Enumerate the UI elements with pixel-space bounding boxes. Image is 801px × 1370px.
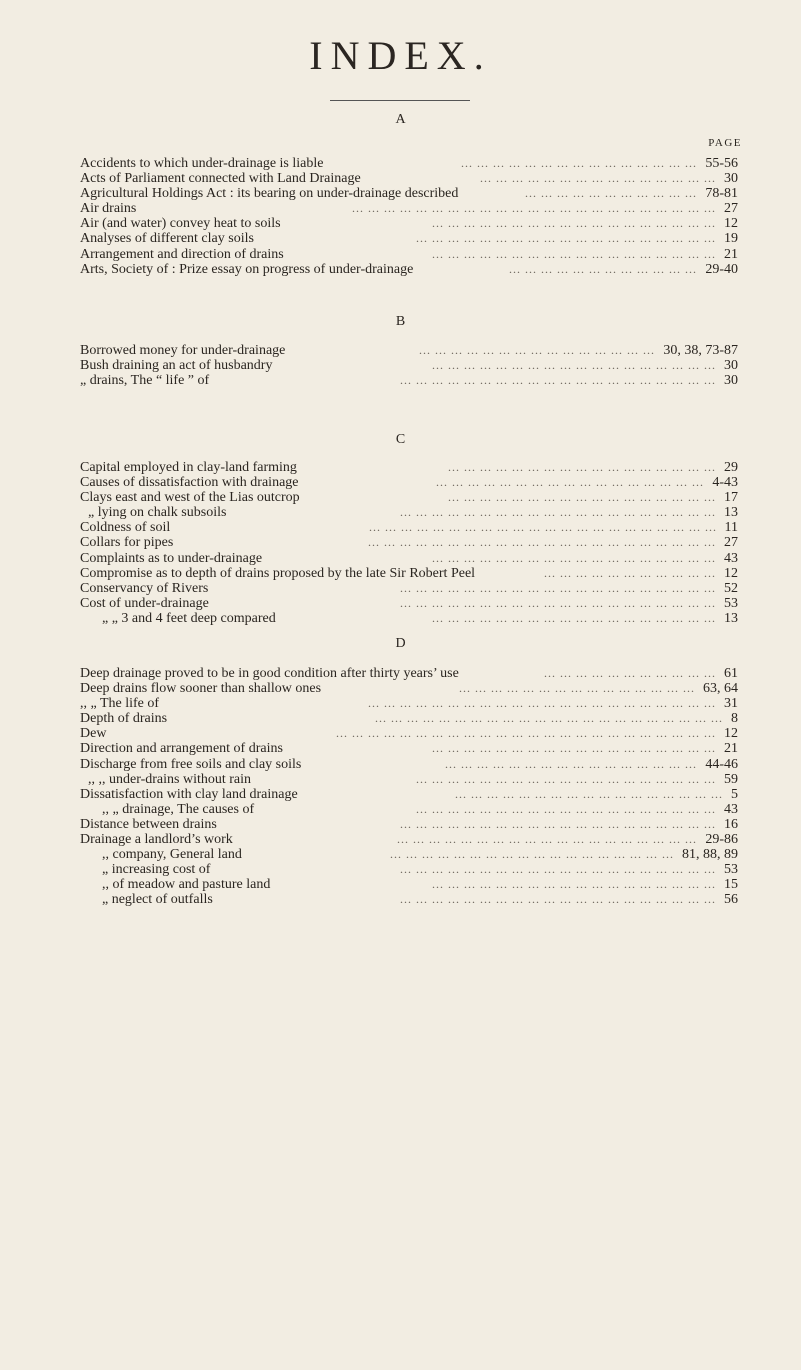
index-entry — [80, 551, 738, 566]
entry-page: 53 — [724, 595, 738, 611]
entry-page: 81, 88, 89 — [682, 847, 738, 863]
index-entry — [80, 505, 738, 520]
index-entry — [80, 231, 738, 246]
dot-leader: ... ... ... ... ... ... ... ... ... ... ... ... ... ... ... ... ... ... ... — [416, 801, 716, 816]
entry-text: Accidents to which under-drainage is liable — [80, 156, 324, 171]
entry-text: Conservancy of Rivers — [80, 580, 209, 596]
index-entry — [80, 201, 738, 216]
dot-leader: ... ... ... ... ... ... ... ... ... ... ... ... ... ... ... ... ... ... ... ... — [400, 595, 716, 610]
entry-text: Compromise as to depth of drains proposed by the late Sir Robert Peel — [80, 565, 476, 581]
dot-leader: ... ... ... ... ... ... ... ... ... ... ... ... ... ... ... ... ... ... — [432, 550, 716, 565]
dot-leader: ... ... ... ... ... ... ... ... ... ... ... ... ... ... ... ... ... — [436, 475, 704, 490]
entry-page: 12 — [724, 726, 738, 742]
entry-text: Complaints as to under-drainage — [80, 550, 263, 566]
index-entry — [80, 373, 738, 388]
dot-leader: ... ... ... ... ... ... ... ... ... ... ... ... ... ... ... — [480, 171, 716, 186]
entry-page: 13 — [724, 505, 738, 521]
index-entry — [80, 490, 738, 505]
index-entry — [80, 460, 738, 475]
dot-leader: ... ... ... ... ... ... ... ... ... ... ... ... ... ... ... ... ... — [448, 460, 716, 474]
dot-leader: ... ... ... ... ... ... ... ... ... ... ... ... ... ... ... ... ... ... — [432, 741, 716, 756]
entry-page: 30 — [724, 171, 738, 187]
dot-leader: ... ... ... ... ... ... ... ... ... ... ... ... ... ... ... ... ... ... — [390, 847, 674, 862]
entry-text: ,, „ The life of — [80, 696, 160, 712]
dot-leader: ... ... ... ... ... ... ... ... ... ... ... ... ... ... ... ... ... ... ... ... ... ... ... — [352, 201, 716, 216]
index-entry — [80, 726, 738, 741]
dot-leader: ... ... ... ... ... ... ... ... ... ... ... ... ... ... ... ... ... ... — [432, 877, 716, 892]
entry-page: 12 — [724, 216, 738, 232]
dot-leader: ... ... ... ... ... ... ... ... ... ... ... ... ... ... ... ... ... ... ... — [416, 231, 716, 246]
entry-text: Dew — [80, 726, 107, 742]
entry-page: 8 — [731, 711, 738, 727]
entry-page: 27 — [724, 535, 738, 551]
entry-page: 44-46 — [705, 756, 738, 772]
dot-leader: ... ... ... ... ... ... ... ... ... ... ... ... ... ... ... ... ... ... ... ... ... ... ... ... — [336, 726, 716, 741]
index-entry — [80, 343, 738, 358]
dot-leader: ... ... ... ... ... ... ... ... ... ... ... ... ... ... ... ... ... ... — [432, 216, 716, 231]
entry-page: 31 — [724, 696, 738, 712]
index-entry — [80, 832, 738, 847]
entry-text: Arts, Society of : Prize essay on progress of under-drainage — [80, 261, 414, 277]
entry-text: „ neglect of outfalls — [102, 892, 213, 908]
entry-text: Clays east and west of the Lias outcrop — [80, 490, 300, 506]
entry-page: 55-56 — [705, 156, 738, 171]
index-entry — [80, 566, 738, 581]
entry-text: Air (and water) convey heat to soils — [80, 216, 281, 232]
dot-leader: ... ... ... ... ... ... ... ... ... ... ... ... ... ... ... ... ... — [448, 490, 716, 505]
section-entries-d — [80, 666, 738, 908]
entry-page: 30 — [724, 373, 738, 389]
entry-text: Arrangement and direction of drains — [80, 246, 284, 262]
dot-leader: ... ... ... ... ... ... ... ... ... ... ... ... ... ... ... ... ... ... ... ... — [400, 580, 716, 595]
dot-leader: ... ... ... ... ... ... ... ... ... ... ... ... ... ... ... ... ... ... — [432, 246, 716, 261]
entry-text: Cost of under-drainage — [80, 595, 209, 611]
entry-page: 43 — [724, 550, 738, 566]
entry-page: 17 — [724, 490, 738, 506]
entry-page: 53 — [724, 862, 738, 878]
index-title: INDEX. — [309, 33, 492, 78]
entry-page: 29-86 — [705, 832, 738, 848]
entry-text: Distance between drains — [80, 816, 217, 832]
entry-text: Causes of dissatisfaction with drainage — [80, 475, 299, 491]
entry-text: Coldness of soil — [80, 520, 171, 536]
entry-text: Analyses of different clay soils — [80, 231, 254, 247]
dot-leader: ... ... ... ... ... ... ... ... ... ... ... ... ... ... ... ... ... — [455, 786, 723, 801]
dot-leader: ... ... ... ... ... ... ... ... ... ... ... ... — [509, 261, 697, 276]
entry-page: 63, 64 — [703, 681, 738, 697]
index-entry — [80, 681, 738, 696]
index-entry — [80, 596, 738, 611]
entry-page: 52 — [724, 580, 738, 596]
dot-leader: ... ... ... ... ... ... ... ... ... ... ... ... ... ... ... ... ... ... ... ... — [400, 862, 716, 877]
index-entry — [80, 892, 738, 907]
entry-page: 13 — [724, 610, 738, 626]
dot-leader: ... ... ... ... ... ... ... ... ... ... ... ... ... ... ... ... — [445, 756, 697, 771]
index-entry — [80, 186, 738, 201]
entry-page: 59 — [724, 771, 738, 787]
index-entry — [80, 262, 738, 277]
dot-leader: ... ... ... ... ... ... ... ... ... ... ... ... ... ... ... — [461, 156, 697, 170]
dot-leader: ... ... ... ... ... ... ... ... ... ... ... ... ... ... ... ... ... ... ... ... ... ... — [368, 696, 716, 711]
entry-text: ,, of meadow and pasture land — [102, 877, 271, 893]
entry-text: „ lying on chalk subsoils — [88, 505, 227, 521]
index-entry — [80, 787, 738, 802]
index-entry — [80, 216, 738, 231]
entry-page: 21 — [724, 741, 738, 757]
entry-text: „ „ 3 and 4 feet deep compared — [102, 610, 276, 626]
index-entry — [80, 171, 738, 186]
entry-text: ,, ,, under-drains without rain — [88, 771, 252, 787]
entry-page: 30, 38, 73-87 — [663, 343, 738, 358]
entry-page: 12 — [724, 565, 738, 581]
entry-text: Deep drains flow sooner than shallow ones — [80, 681, 322, 697]
section-letter-b: B — [395, 314, 406, 329]
entry-page: 56 — [724, 892, 738, 908]
index-entry — [80, 741, 738, 756]
index-entry — [80, 877, 738, 892]
dot-leader: ... ... ... ... ... ... ... ... ... ... ... ... ... ... ... — [419, 343, 655, 357]
page-column-header: PAGE — [708, 137, 742, 149]
section-letter-d: D — [395, 636, 406, 651]
index-entry — [80, 156, 738, 171]
entry-page: 4-43 — [712, 475, 738, 491]
entry-page: 29 — [724, 460, 738, 475]
entry-page: 30 — [724, 358, 738, 374]
title-rule — [330, 100, 470, 101]
entry-text: Air drains — [80, 201, 137, 217]
entry-page: 16 — [724, 816, 738, 832]
index-entry — [80, 535, 738, 550]
index-entry — [80, 611, 738, 626]
entry-text: ,, „ drainage, The causes of — [102, 801, 255, 817]
entry-text: Agricultural Holdings Act : its bearing on under-drainage described — [80, 186, 459, 202]
index-entry — [80, 666, 738, 681]
dot-leader: ... ... ... ... ... ... ... ... ... ... ... ... ... ... ... ... ... ... ... ... ... ... — [369, 520, 717, 535]
section-letter-c: C — [395, 432, 406, 447]
entry-page: 15 — [724, 877, 738, 893]
dot-leader: ... ... ... ... ... ... ... ... ... ... ... ... ... ... ... ... ... ... ... ... — [400, 816, 716, 831]
entry-page: 19 — [724, 231, 738, 247]
section-letter-a: A — [395, 112, 406, 127]
dot-leader: ... ... ... ... ... ... ... ... ... ... ... ... ... ... ... ... ... ... ... ... — [400, 892, 716, 907]
entry-text: „ increasing cost of — [102, 862, 211, 878]
section-entries-c — [80, 460, 738, 626]
entry-page: 5 — [731, 786, 738, 802]
entry-text: Borrowed money for under-drainage — [80, 343, 286, 358]
dot-leader: ... ... ... ... ... ... ... ... ... ... ... — [544, 666, 716, 680]
entry-text: Deep drainage proved to be in good condition after thirty years’ use — [80, 666, 459, 681]
index-entry — [80, 817, 738, 832]
dot-leader: ... ... ... ... ... ... ... ... ... ... ... ... ... ... ... — [459, 681, 695, 696]
entry-text: Discharge from free soils and clay soils — [80, 756, 302, 772]
dot-leader: ... ... ... ... ... ... ... ... ... ... ... ... ... ... ... ... ... ... ... — [397, 832, 697, 847]
index-entry — [80, 711, 738, 726]
index-entry — [80, 772, 738, 787]
entry-text: Collars for pipes — [80, 535, 174, 551]
entry-text: ,, company, General land — [102, 847, 242, 863]
dot-leader: ... ... ... ... ... ... ... ... ... ... ... ... ... ... ... ... ... ... ... ... — [400, 505, 716, 520]
index-entry — [80, 581, 738, 596]
index-entry — [80, 358, 738, 373]
index-entry — [80, 475, 738, 490]
section-entries-a — [80, 156, 738, 277]
entry-text: Capital employed in clay-land farming — [80, 460, 297, 475]
index-entry — [80, 696, 738, 711]
entry-text: Drainage a landlord’s work — [80, 832, 233, 848]
index-entry — [80, 757, 738, 772]
entry-text: Bush draining an act of husbandry — [80, 358, 273, 374]
dot-leader: ... ... ... ... ... ... ... ... ... ... ... ... ... ... ... ... ... ... — [432, 610, 716, 625]
index-entry — [80, 847, 738, 862]
entry-page: 43 — [724, 801, 738, 817]
entry-page: 11 — [724, 520, 738, 536]
entry-page: 21 — [724, 246, 738, 262]
dot-leader: ... ... ... ... ... ... ... ... ... ... ... ... ... ... ... ... ... ... — [432, 358, 716, 373]
entry-text: „ drains, The “ life ” of — [80, 373, 210, 389]
section-entries-b — [80, 343, 738, 388]
entry-page: 61 — [724, 666, 738, 681]
entry-page: 29-40 — [705, 261, 738, 277]
index-entry — [80, 520, 738, 535]
index-entry — [80, 247, 738, 262]
dot-leader: ... ... ... ... ... ... ... ... ... ... ... — [544, 565, 716, 580]
index-entry — [80, 802, 738, 817]
entry-page: 78-81 — [705, 186, 738, 202]
dot-leader: ... ... ... ... ... ... ... ... ... ... ... ... ... ... ... ... ... ... ... — [416, 771, 716, 786]
dot-leader: ... ... ... ... ... ... ... ... ... ... ... ... ... ... ... ... ... ... ... ... ... ... — [368, 535, 716, 550]
entry-text: Depth of drains — [80, 711, 168, 727]
dot-leader: ... ... ... ... ... ... ... ... ... ... ... ... ... ... ... ... ... ... ... ... — [400, 373, 716, 388]
index-entry — [80, 862, 738, 877]
dot-leader: ... ... ... ... ... ... ... ... ... ... ... — [525, 186, 697, 201]
entry-page: 27 — [724, 201, 738, 217]
entry-text: Dissatisfaction with clay land drainage — [80, 786, 298, 802]
dot-leader: ... ... ... ... ... ... ... ... ... ... ... ... ... ... ... ... ... ... ... ... ... ... — [375, 711, 723, 726]
entry-text: Acts of Parliament connected with Land Drainage — [80, 171, 361, 187]
entry-text: Direction and arrangement of drains — [80, 741, 283, 757]
